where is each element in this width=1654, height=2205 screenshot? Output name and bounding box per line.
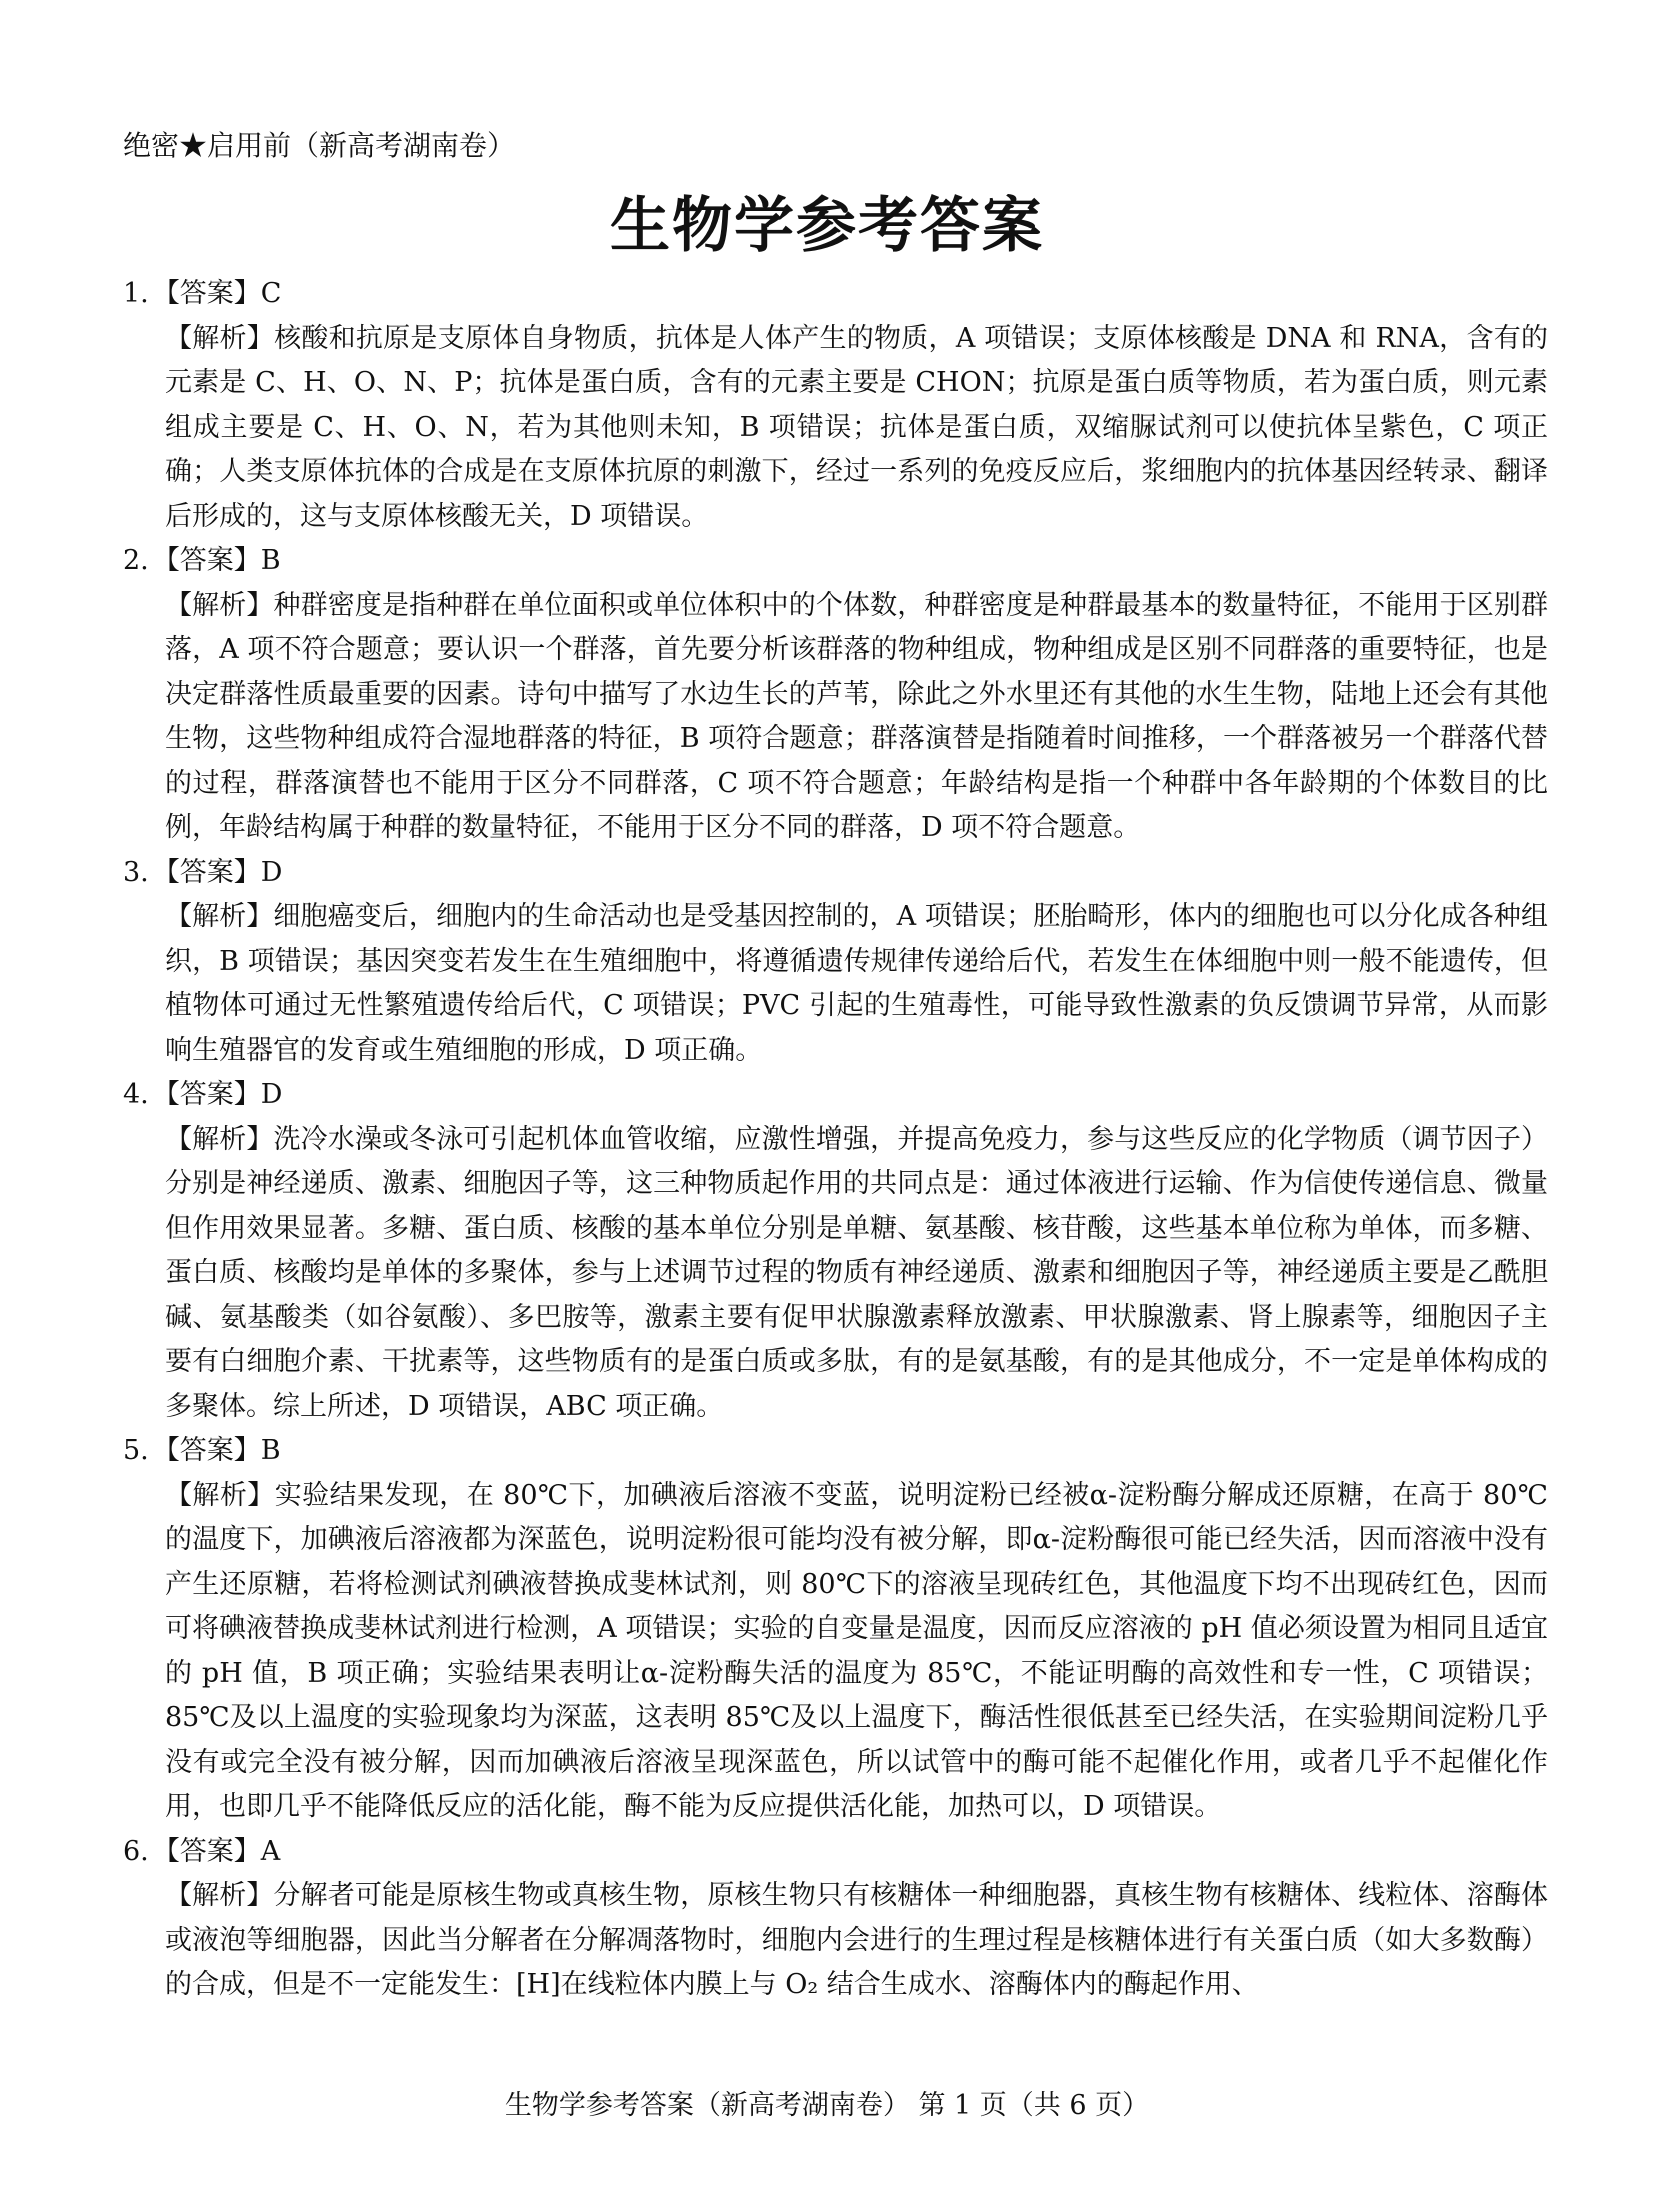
explanation-text: 【解析】核酸和抗原是支原体自身物质，抗体是人体产生的物质，A 项错误；支原体核酸是 DNA 和 RNA，含有的元素是 C、H、O、N、P；抗体是蛋白质，含有的元素主要是 CHON；抗原是蛋白质等物质，若为蛋白质，则元素组成主要是 C、H、O、N，若为其他则未知，B 项错误；抗体是蛋白质，双缩脲试剂可以使抗体呈紫色，C 项正确；人类支原体抗体的合成是在支原体抗原的刺激下，经过一系列的免疫反应后，浆细胞内的抗体基因经转录、翻译后形成的，这与支原体核酸无关，D 项错误。 — [165, 322, 1548, 532]
answer-label: 【答案】D — [152, 856, 283, 888]
confidential-header: 绝密★启用前（新高考湖南卷） — [123, 129, 516, 162]
answer-item-4 — [123, 1073, 1548, 1429]
explanation-text: 【解析】分解者可能是原核生物或真核生物，原核生物只有核糖体一种细胞器，真核生物有核糖体、线粒体、溶酶体或液泡等细胞器，因此当分解者在分解凋落物时，细胞内会进行的生理过程是核糖体进行有关蛋白质（如大多数酶）的合成，但是不一定能发生：[H]在线粒体内膜上与 O₂ 结合生成水、溶酶体内的酶起作用、 — [165, 1880, 1548, 2000]
answer-list — [123, 272, 1548, 2008]
page-title: 生物学参考答案 — [610, 191, 1044, 261]
explanation-text: 【解析】细胞癌变后，细胞内的生命活动也是受基因控制的，A 项错误；胚胎畸形，体内的细胞也可以分化成各种组织，B 项错误；基因突变若发生在生殖细胞中，将遵循遗传规律传递给后代，若发生在体细胞中则一般不能遗传，但植物体可通过无性繁殖遗传给后代，C 项错误；PVC 引起的生殖毒性，可能导致性激素的负反馈调节异常，从而影响生殖器官的发育或生殖细胞的形成，D 项正确。 — [165, 901, 1548, 1066]
answer-label: 【答案】C — [152, 278, 282, 309]
answer-label: 【答案】A — [152, 1835, 281, 1867]
item-number: 1. — [123, 278, 149, 309]
item-number: 2. — [123, 545, 149, 576]
explanation-text: 【解析】种群密度是指种群在单位面积或单位体积中的个体数，种群密度是种群最基本的数量特征，不能用于区别群落，A 项不符合题意；要认识一个群落，首先要分析该群落的物种组成，物种组成是区别不同群落的重要特征，也是决定群落性质最重要的因素。诗句中描写了水边生长的芦苇，除此之外水里还有其他的水生生物，陆地上还会有其他生物，这些物种组成符合湿地群落的特征，B 项符合题意；群落演替是指随着时间推移，一个群落被另一个群落代替的过程，群落演替也不能用于区分不同群落，C 项不符合题意；年龄结构是指一个种群中各年龄期的个体数目的比例，年龄结构属于种群的数量特征，不能用于区分不同的群落，D 项不符合题意。 — [165, 589, 1548, 843]
answer-item-3 — [123, 851, 1548, 1074]
item-number: 5. — [123, 1435, 149, 1466]
answer-label: 【答案】B — [152, 1435, 281, 1466]
explanation-text: 【解析】洗冷水澡或冬泳可引起机体血管收缩，应激性增强，并提高免疫力，参与这些反应的化学物质（调节因子）分别是神经递质、激素、细胞因子等，这三种物质起作用的共同点是：通过体液进行运输、作为信使传递信息、微量但作用效果显著。多糖、蛋白质、核酸的基本单位分别是单糖、氨基酸、核苷酸，这些基本单位称为单体，而多糖、蛋白质、核酸均是单体的多聚体，参与上述调节过程的物质有神经递质、激素和细胞因子等，神经递质主要是乙酰胆碱、氨基酸类（如谷氨酸）、多巴胺等，激素主要有促甲状腺激素释放激素、甲状腺激素、肾上腺素等，细胞因子主要有白细胞介素、干扰素等，这些物质有的是蛋白质或多肽，有的是氨基酸，有的是其他成分，不一定是单体构成的多聚体。综上所述，D 项错误，ABC 项正确。 — [165, 1123, 1548, 1422]
answer-item-5 — [123, 1429, 1548, 1830]
answer-item-2 — [123, 539, 1548, 851]
page-footer: 生物学参考答案（新高考湖南卷） 第 1 页（共 6 页） — [504, 2090, 1150, 2121]
answer-label: 【答案】B — [152, 545, 281, 576]
item-number: 4. — [123, 1079, 149, 1110]
answer-item-6 — [123, 1830, 1548, 2008]
answer-item-1 — [123, 272, 1548, 539]
item-number: 6. — [123, 1835, 149, 1867]
answer-label: 【答案】D — [152, 1079, 283, 1110]
item-number: 3. — [123, 856, 149, 888]
explanation-text: 【解析】实验结果发现，在 80℃下，加碘液后溶液不变蓝，说明淀粉已经被α-淀粉酶分解成还原糖，在高于 80℃的温度下，加碘液后溶液都为深蓝色，说明淀粉很可能均没有被分解，即α-淀粉酶很可能已经失活，因而溶液中没有产生还原糖，若将检测试剂碘液替换成斐林试剂，则 80℃下的溶液呈现砖红色，其他温度下均不出现砖红色，因而可将碘液替换成斐林试剂进行检测，A 项错误；实验的自变量是温度，因而反应溶液的 pH 值必须设置为相同且适宜的 pH 值，B 项正确；实验结果表明让α-淀粉酶失活的温度为 85℃，不能证明酶的高效性和专一性，C 项错误；85℃及以上温度的实验现象均为深蓝，这表明 85℃及以上温度下，酶活性很低甚至已经失活，在实验期间淀粉几乎没有或完全没有被分解，因而加碘液后溶液呈现深蓝色，所以试管中的酶可能不起催化作用，或者几乎不起催化作用，也即几乎不能降低反应的活化能，酶不能为反应提供活化能，加热可以，D 项错误。 — [165, 1479, 1548, 1822]
